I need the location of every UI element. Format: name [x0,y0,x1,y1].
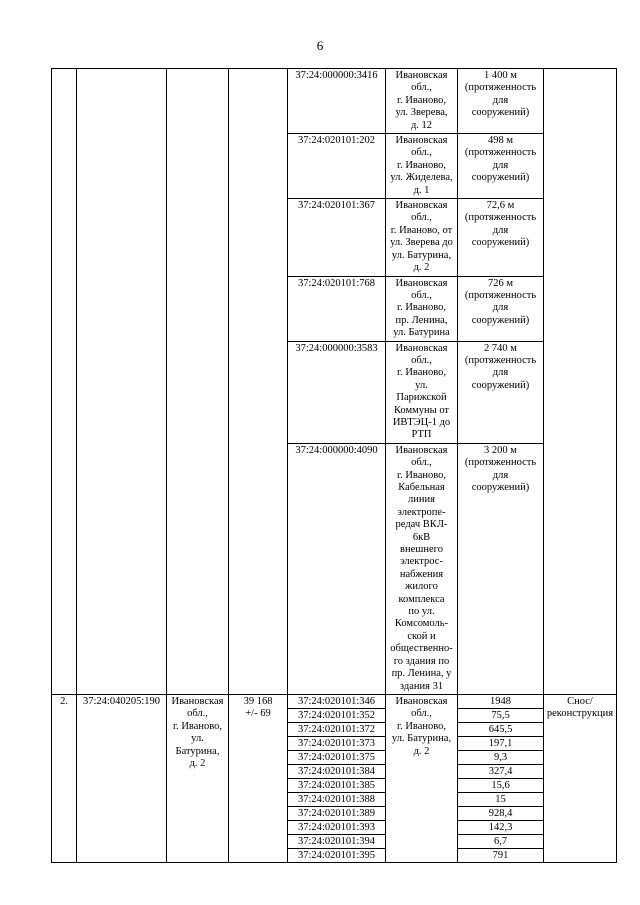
object-length-cell: 2 740 м (протяженность для сооружений) [458,341,544,443]
object-address-cell: Ивановская обл., г. Иваново, от ул. Зверева до ул. Батурина, д. 2 [386,199,458,276]
register-table [51,68,617,863]
object-cadastral-cell: 37:24:020101:389 [288,806,386,820]
action-cell: Снос/ реконструкция [544,694,617,862]
object-length-cell: 726 м (протяженность для сооружений) [458,276,544,341]
object-cadastral-cell: 37:24:000000:3416 [288,69,386,134]
object-area-cell: 327,4 [458,764,544,778]
object-cadastral-cell: 37:24:020101:395 [288,848,386,862]
object-area-cell: 75,5 [458,708,544,722]
object-cadastral-cell: 37:24:020101:394 [288,834,386,848]
object-address-cell: Ивановская обл., г. Иваново, Кабельная линия электропе- редач ВКЛ- 6кВ внешнего электрос- набжения жилого комплекса по ул. Комсомоль- ской и общественно- го здания по пр. Ленина, у здания 31 [386,443,458,694]
object-length-cell: 72,6 м (протяженность для сооружений) [458,199,544,276]
object-address-cell: Ивановская обл., г. Иваново, ул. Зверева, д. 12 [386,69,458,134]
object-area-cell: 197,1 [458,736,544,750]
object-area-cell: 928,4 [458,806,544,820]
object-cadastral-cell: 37:24:020101:352 [288,708,386,722]
object-area-cell: 6,7 [458,834,544,848]
object-length-cell: 498 м (протяженность для сооружений) [458,134,544,199]
land-address-cell: Ивановская обл., г. Иваново, ул. Батурина, д. 2 [167,694,229,862]
object-cadastral-cell: 37:24:020101:372 [288,722,386,736]
object-cadastral-cell: 37:24:000000:4090 [288,443,386,694]
page-number: 6 [316,38,324,53]
object-area-cell: 645,5 [458,722,544,736]
object-length-cell: 3 200 м (протяженность для сооружений) [458,443,544,694]
object-area-cell: 15 [458,792,544,806]
land-area-cell [229,69,288,695]
object-cadastral-cell: 37:24:020101:346 [288,694,386,708]
object-area-cell: 1948 [458,694,544,708]
num-cell: 2. [52,694,77,862]
object-cadastral-cell: 37:24:020101:388 [288,792,386,806]
land-cadastral-cell [77,69,167,695]
object-cadastral-cell: 37:24:020101:367 [288,199,386,276]
object-area-cell: 791 [458,848,544,862]
object-cadastral-cell: 37:24:020101:385 [288,778,386,792]
object-address-cell: Ивановская обл., г. Иваново, ул. Жиделева, д. 1 [386,134,458,199]
object-cadastral-cell: 37:24:020101:393 [288,820,386,834]
object-area-cell: 142,3 [458,820,544,834]
object-address-cell: Ивановская обл., г. Иваново, пр. Ленина, ул. Батурина [386,276,458,341]
table-row [52,694,617,708]
object-length-cell: 1 400 м (протяженность для сооружений) [458,69,544,134]
action-cell [544,69,617,695]
object-cadastral-cell: 37:24:020101:375 [288,750,386,764]
land-area-cell: 39 168 +/- 69 [229,694,288,862]
num-cell [52,69,77,695]
object-cadastral-cell: 37:24:020101:768 [288,276,386,341]
land-cadastral-cell: 37:24:040205:190 [77,694,167,862]
object-area-cell: 9,3 [458,750,544,764]
object-cadastral-cell: 37:24:020101:384 [288,764,386,778]
object-cadastral-cell: 37:24:000000:3583 [288,341,386,443]
object-address-cell: Ивановская обл., г. Иваново, ул. Парижской Коммуны от ИВТЭЦ-1 до РТП [386,341,458,443]
land-address-cell [167,69,229,695]
object-cadastral-cell: 37:24:020101:373 [288,736,386,750]
object-address-cell: Ивановская обл., г. Иваново, ул. Батурина, д. 2 [386,694,458,862]
table-row [52,69,617,134]
object-cadastral-cell: 37:24:020101:202 [288,134,386,199]
object-area-cell: 15,6 [458,778,544,792]
